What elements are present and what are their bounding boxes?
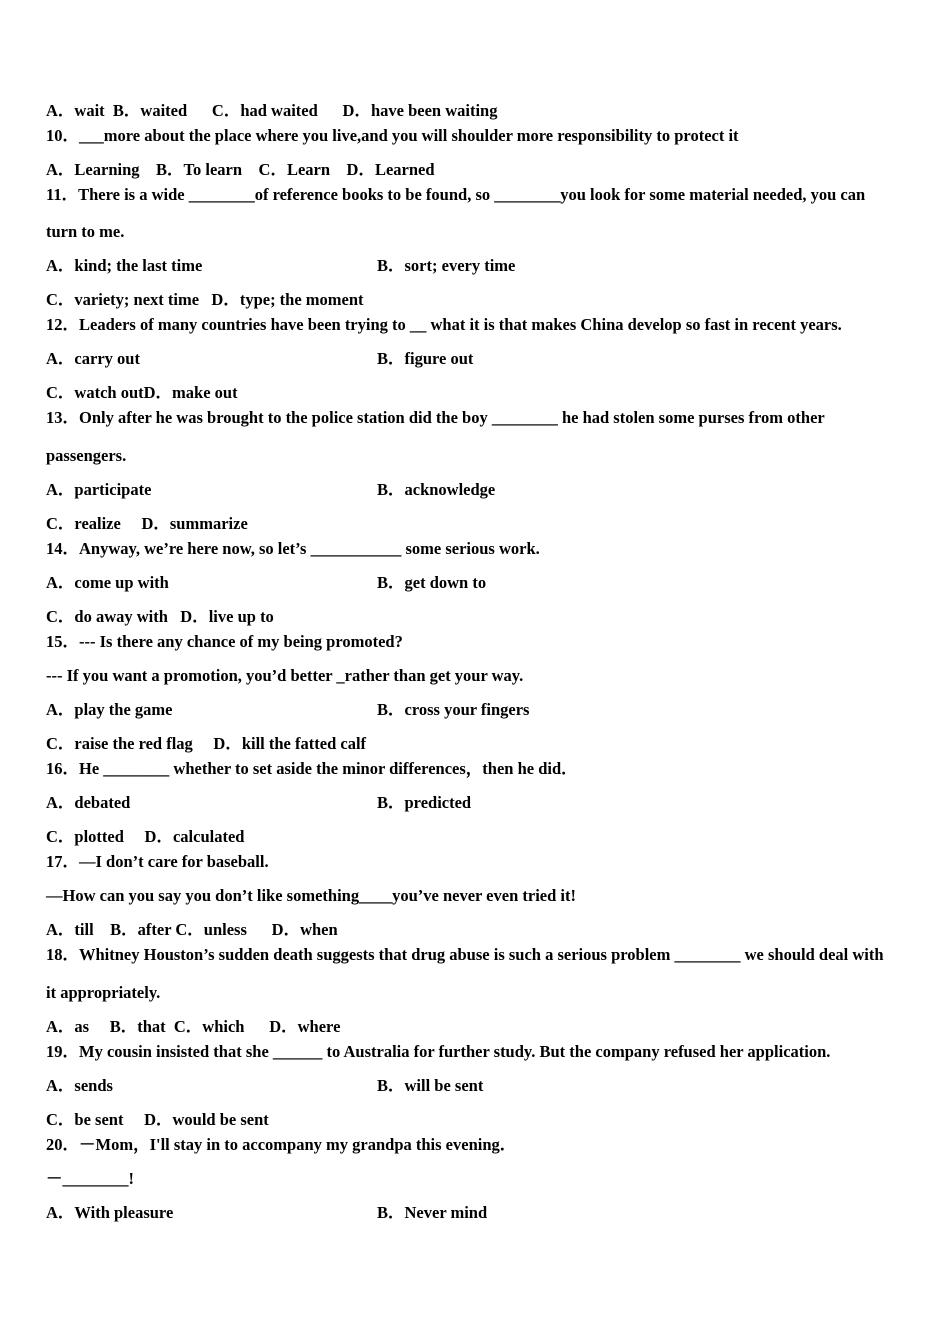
- q18-stem-line2: it appropriately.: [46, 983, 161, 1002]
- q10-options: A．Learning B．To learn C．Learn D．Learned: [46, 160, 435, 179]
- q19-option-b: B．will be sent: [377, 1076, 484, 1095]
- q14-option-a: A．come up with: [46, 573, 169, 592]
- q18-options: A．as B．that C．which D．where: [46, 1017, 341, 1036]
- q11-option-a: A．kind; the last time: [46, 256, 203, 275]
- q15-option-b: B．cross your fingers: [377, 700, 530, 719]
- q17-stem-line2: —How can you say you don’t like something____you’ve never even tried it!: [46, 886, 576, 905]
- q15-option-a: A．play the game: [46, 700, 173, 719]
- q18-stem-line1: 18．Whitney Houston’s sudden death suggests that drug abuse is such a serious problem ________ we should deal with: [46, 945, 884, 964]
- q9-options: A．wait B．waited C．had waited D．have been waiting: [46, 101, 498, 120]
- q12-options-cd: C．watch outD．make out: [46, 383, 238, 402]
- q12-stem: 12．Leaders of many countries have been trying to __ what it is that makes China develop so fast in recent years.: [46, 315, 842, 334]
- q13-stem-line1: 13．Only after he was brought to the police station did the boy ________ he had stolen some purses from other: [46, 408, 825, 427]
- q15-stem-line2: --- If you want a promotion, you’d better _rather than get your way.: [46, 666, 524, 685]
- q17-stem-line1: 17．—I don’t care for baseball.: [46, 852, 269, 871]
- q15-options-cd: C．raise the red flag D．kill the fatted calf: [46, 734, 367, 753]
- q19-option-a: A．sends: [46, 1076, 113, 1095]
- q12-option-b: B．figure out: [377, 349, 474, 368]
- q16-option-a: A．debated: [46, 793, 131, 812]
- q16-options-cd: C．plotted D．calculated: [46, 827, 245, 846]
- q11-options-cd: C．variety; next time D．type; the moment: [46, 290, 364, 309]
- q20-stem-line1: 20．－Mom，I'll stay in to accompany my grandpa this evening．: [46, 1135, 517, 1154]
- q15-stem-line1: 15．--- Is there any chance of my being promoted?: [46, 632, 403, 651]
- q13-option-a: A．participate: [46, 480, 152, 499]
- q11-option-b: B．sort; every time: [377, 256, 516, 275]
- q11-stem-line2: turn to me.: [46, 222, 125, 241]
- q14-stem: 14．Anyway, we’re here now, so let’s ___________ some serious work.: [46, 539, 540, 558]
- q17-options: A．till B．after C．unless D．when: [46, 920, 338, 939]
- q13-option-b: B．acknowledge: [377, 480, 496, 499]
- q10-stem: 10．___more about the place where you live,and you will shoulder more responsibility to protect it: [46, 126, 739, 145]
- q19-stem: 19．My cousin insisted that she ______ to Australia for further study. But the company refused her application.: [46, 1042, 831, 1061]
- q12-option-a: A．carry out: [46, 349, 140, 368]
- q14-option-b: B．get down to: [377, 573, 487, 592]
- q14-options-cd: C．do away with D．live up to: [46, 607, 274, 626]
- q20-stem-line2: －________!: [46, 1169, 134, 1188]
- q13-stem-line2: passengers.: [46, 446, 127, 465]
- q19-options-cd: C．be sent D．would be sent: [46, 1110, 269, 1129]
- q16-stem: 16．He ________ whether to set aside the minor differences，then he did．: [46, 759, 578, 778]
- q16-option-b: B．predicted: [377, 793, 472, 812]
- q20-option-a: A．With pleasure: [46, 1203, 174, 1222]
- q11-stem-line1: 11．There is a wide ________of reference books to be found, so ________you look for some material needed, you can: [46, 185, 866, 204]
- q20-option-b: B．Never mind: [377, 1203, 488, 1222]
- q13-options-cd: C．realize D．summarize: [46, 514, 248, 533]
